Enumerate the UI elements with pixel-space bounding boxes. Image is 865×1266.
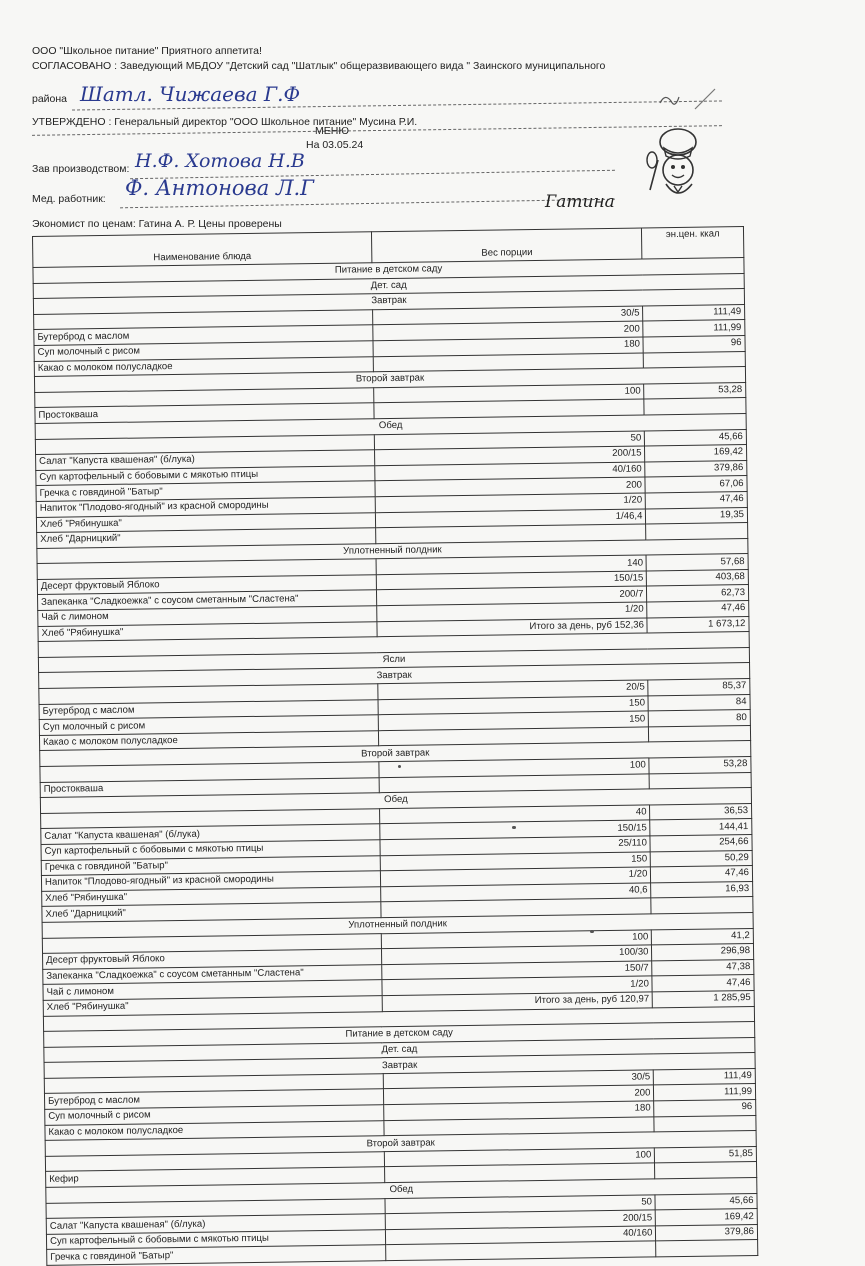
dish-name-cell: Десерт фруктовый Яблоко [43,949,382,969]
section-title: Завтрак [33,289,744,315]
section-title: Завтрак [39,663,750,689]
kcal-cell: 111,99 [654,1084,756,1101]
section-title: Питание в детском саду [33,258,744,284]
dish-name-cell: Бутерброд с маслом [39,699,378,719]
weight-cell: 40/160 [375,462,646,481]
dish-name-cell: Чай с лимоном [38,606,377,626]
section-title: Ясли [38,647,749,673]
kcal-cell: 45,66 [655,1193,757,1210]
weight-cell: 200/15 [374,446,645,465]
weight-cell [386,1241,657,1260]
section-title: Дет. сад [44,1037,755,1063]
dish-name-cell: Кефир [46,1167,385,1187]
kcal-cell: 403,68 [647,569,749,586]
agreed-line: СОГЛАСОВАНО : Заведующий МБДОУ "Детский сад "Шатлык" общеразвивающего вида " Заинского муниципального [32,60,606,72]
dish-name-cell: Хлеб "Рябинушка" [36,512,375,532]
kcal-cell: 36,53 [650,803,752,820]
section-title: Обед [35,413,746,439]
kcal-cell: 80 [649,710,751,727]
kcal-cell: 111,49 [654,1068,756,1085]
dish-name-cell: Суп картофельный с бобовыми с мякотью птицы [46,1229,385,1249]
section-title: Обед [40,788,751,814]
kcal-cell: 47,46 [646,491,748,508]
kcal-cell: 19,35 [646,507,748,524]
dish-name-cell: Какао с молоком полусладкое [45,1120,384,1140]
dish-name-cell: Напиток "Плодово-ягодный" из красной смородины [41,871,380,891]
column-header-weight: Вес порции [371,228,642,263]
dish-name-cell: Суп картофельный с бобовыми с мякотью птицы [41,840,380,860]
kcal-cell [649,725,751,742]
kcal-cell: 51,85 [655,1146,757,1163]
kcal-cell [646,523,748,540]
medic-signature-line [120,199,615,209]
kcal-cell: 47,38 [652,959,754,976]
weight-cell: 30/5 [383,1070,654,1089]
kcal-cell: 96 [643,336,745,353]
kcal-cell: 96 [654,1100,756,1117]
kcal-cell: 47,46 [647,601,749,618]
weight-cell: 40 [379,805,650,824]
kcal-cell: 45,66 [645,429,747,446]
weight-cell: 40/160 [385,1226,656,1245]
kcal-cell: 379,86 [656,1224,758,1241]
weight-cell: 200/15 [385,1210,656,1229]
weight-cell: Итого за день, руб 152,36 [377,618,648,637]
chef-logo-icon [630,120,720,210]
weight-cell: 200/7 [376,586,647,605]
production-signature: Н.Ф. Хотова Н.В [135,150,305,172]
weight-cell: 1/20 [382,976,653,995]
production-label: Зав производством: [32,163,130,175]
weight-cell: 1/46,4 [375,508,646,527]
weight-cell: 150/15 [380,820,651,839]
section-title: Питание в детском саду [44,1022,755,1048]
weight-cell: 150/7 [382,961,653,980]
menu-table-body [33,227,758,1266]
kcal-cell: 144,41 [650,819,752,836]
dish-name-cell: Какао с молоком полусладкое [34,356,373,376]
section-title: Уплотненный полдник [42,912,753,938]
kcal-cell [649,772,751,789]
kcal-cell: 111,99 [643,320,745,337]
column-header-dish: Наименование блюда [33,232,372,268]
kcal-cell: 379,86 [645,460,747,477]
weight-cell: 1/20 [380,867,651,886]
dish-name-cell: Бутерброд с маслом [44,1089,383,1109]
weight-cell: 25/110 [380,836,651,855]
medic-signature: Ф. Антонова Л.Г [125,176,315,200]
weight-cell: 100 [384,1148,655,1167]
menu-date: На 03.05.24 [306,139,364,151]
dish-name-cell: Простокваша [40,777,379,797]
dish-name-cell: Суп молочный с рисом [39,715,378,735]
weight-cell: 200 [375,477,646,496]
dish-name-cell: Суп молочный с рисом [45,1105,384,1125]
section-title: Второй завтрак [40,741,751,767]
weight-cell: Итого за день, руб 120,97 [382,992,653,1011]
kcal-cell: 169,42 [656,1209,758,1226]
kcal-cell: 57,68 [646,554,748,571]
agreed-signature: Шатл. Чижаева Г.Ф [80,82,301,106]
dish-name-cell: Суп картофельный с бобовыми с мякотью птицы [36,465,375,485]
weight-cell: 200 [383,1085,654,1104]
dish-name-cell: Десерт фруктовый Яблоко [37,575,376,595]
kcal-cell: 111,49 [643,304,745,321]
weight-cell: 180 [384,1101,655,1120]
kcal-cell: 53,28 [644,382,746,399]
section-title: Уплотненный полдник [37,538,748,564]
economist-line: Экономист по ценам: Гатина А. Р. Цены проверены [32,218,282,230]
dish-name-cell: Какао с молоком полусладкое [39,731,378,751]
dish-name-cell: Запеканка "Сладкоежка" с соусом сметанным "Сластена" [43,964,382,984]
weight-cell: 40,6 [381,883,652,902]
weight-cell: 200 [373,321,644,340]
dish-name-cell: Хлеб "Рябинушка" [43,996,382,1016]
kcal-cell: 1 673,12 [647,616,749,633]
dish-name-cell: Хлеб "Рябинушка" [42,886,381,906]
section-title: Обед [46,1178,757,1204]
kcal-cell: 84 [648,694,750,711]
menu-table [32,226,758,1266]
kcal-cell: 41,2 [652,928,754,945]
weight-cell: 140 [376,555,647,574]
kcal-cell: 169,42 [645,445,747,462]
kcal-cell: 296,98 [652,944,754,961]
column-header-kcal: эн.цен. ккал [642,227,744,259]
company-line: ООО "Школьное питание" Приятного аппетита! [32,45,262,57]
approved-line: УТВЕРЖДЕНО : Генеральный директор "ООО Школьное питание" Мусина Р.И. [32,116,418,128]
kcal-cell: 85,37 [648,679,750,696]
weight-cell: 1/20 [377,602,648,621]
kcal-cell [656,1240,758,1257]
kcal-cell: 47,46 [652,975,754,992]
kcal-cell: 254,66 [650,834,752,851]
menu-title: МЕНЮ [315,125,349,137]
kcal-cell: 50,29 [651,850,753,867]
dish-name-cell: Хлеб "Рябинушка" [38,621,377,641]
scan-speck [590,930,594,933]
agreed-line-2: района [32,93,68,105]
section-title: Завтрак [44,1053,755,1079]
weight-cell: 150 [378,711,649,730]
kcal-cell [651,897,753,914]
weight-cell: 1/20 [375,493,646,512]
dish-name-cell: Салат "Капуста квашеная" (б/лука) [36,450,375,470]
dish-name-cell: Суп молочный с рисом [34,341,373,361]
weight-cell: 150 [378,696,649,715]
weight-cell: 150/15 [376,571,647,590]
scan-speck [398,765,401,768]
economist-signature: Гатина [545,192,615,212]
dish-name-cell: Хлеб "Дарницкий" [37,528,376,548]
kcal-cell [644,351,746,368]
dish-name-cell: Простокваша [35,403,374,423]
weight-cell: 100 [381,929,652,948]
dish-name-cell: Чай с лимоном [43,980,382,1000]
section-title: Второй завтрак [34,367,745,393]
weight-cell: 20/5 [378,680,649,699]
weight-cell: 30/5 [372,306,643,325]
weight-cell: 100 [374,384,645,403]
dish-name-cell: Салат "Капуста квашеная" (б/лука) [41,824,380,844]
weight-cell: 100 [379,758,650,777]
dish-name-cell: Гречка с говядиной "Батыр" [47,1245,386,1265]
dish-name-cell: Бутерброд с маслом [34,325,373,345]
kcal-cell: 1 285,95 [653,990,755,1007]
dish-name-cell: Напиток "Плодово-ягодный" из красной смородины [36,497,375,517]
dish-name-cell: Гречка с говядиной "Батыр" [41,855,380,875]
kcal-cell: 67,06 [645,476,747,493]
dish-name-cell: Хлеб "Дарницкий" [42,902,381,922]
weight-cell: 50 [374,430,645,449]
section-title: Дет. сад [33,273,744,299]
weight-cell: 50 [385,1195,656,1214]
kcal-cell: 62,73 [647,585,749,602]
kcal-cell: 53,28 [649,757,751,774]
medic-label: Мед. работник: [32,193,106,205]
stamp-mark-icon [655,85,725,115]
kcal-cell [644,398,746,415]
kcal-cell: 47,46 [651,866,753,883]
weight-cell: 180 [373,337,644,356]
dish-name-cell: Гречка с говядиной "Батыр" [36,481,375,501]
scan-speck [512,826,516,829]
dish-name-cell: Салат "Капуста квашеная" (б/лука) [46,1214,385,1234]
dish-name-cell: Запеканка "Сладкоежка" с соусом сметанным "Сластена" [38,590,377,610]
kcal-cell [654,1115,756,1132]
section-title: Второй завтрак [45,1131,756,1157]
weight-cell: 150 [380,851,651,870]
kcal-cell [655,1162,757,1179]
weight-cell: 100/30 [381,945,652,964]
kcal-cell: 16,93 [651,881,753,898]
